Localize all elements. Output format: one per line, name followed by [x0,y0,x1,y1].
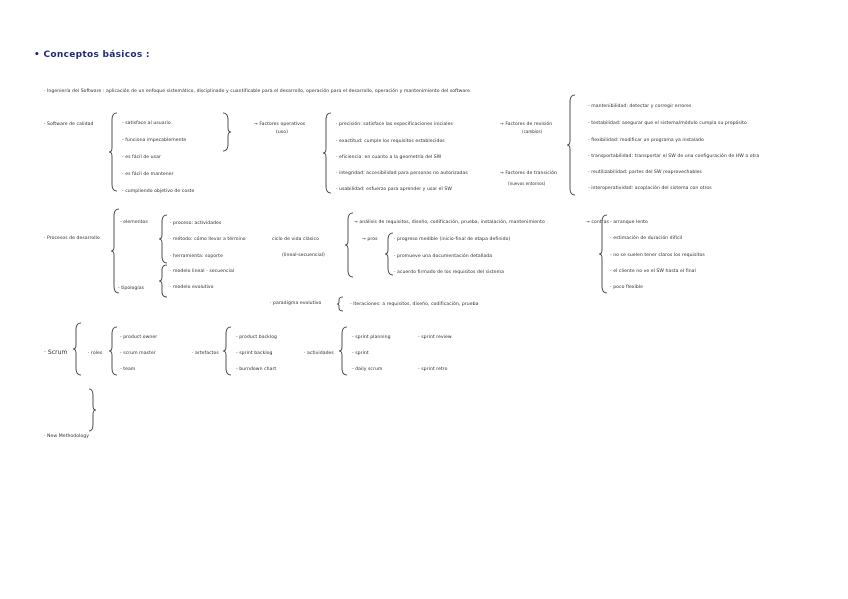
bracket-artefactos [222,326,234,376]
list-item: - es fácil de usar [122,155,161,160]
bracket-contras [598,214,610,294]
list-item: - sprint retro [418,367,448,372]
scrum-actividades: · actividades [304,351,334,356]
list-item: - poco flexible [610,285,644,290]
factores-transicion: → Factores de transición [500,171,557,176]
list-item: · precisión: satisface las especificaciones iniciales [336,122,453,127]
list-item: · proceso: actividades [170,221,222,226]
iteraciones: - iteraciones: a requisitos, diseño, codificación, prueba [350,302,479,307]
list-item: - burndown chart [236,367,277,372]
bracket-close-calidad [222,112,234,152]
list-item: · progreso medible (inicio-final de etapa definido) [394,237,511,242]
factores-operativos: → Factores operativos [254,122,306,127]
contras-label: → contras [586,220,609,225]
label-scrum: · Scrum [44,349,68,356]
list-item: - mantenibilidad: detectar y corregir errores [588,104,692,109]
bracket-roles [108,326,120,376]
ciclo-vida-sub: (lineal-secuencial) [282,253,325,258]
factores-revision: → Factores de revisión [500,122,553,127]
list-item: - es fácil de mantener [122,172,174,177]
list-item: · usabilidad: esfuerzo para aprender y usar el SW [336,187,452,192]
list-item: - sprint [352,351,369,356]
label-procesos: · Procesos de desarrollo [44,236,100,241]
list-item: · promueve una documentación detallada [394,254,493,259]
bracket-elementos [158,214,170,264]
list-item: · eficiencia: en cuanto a la geometría del SW [336,155,442,160]
list-item: · integridad: accesibilidad para personas no autorizadas [336,171,468,176]
factores-revision-sub: (cambios) [522,129,543,134]
list-item: · herramienta: soporte [170,254,223,259]
list-item: - product owner [120,335,158,340]
analisis-fases: → análisis de requisitos, diseño, codificación, prueba, instalación, mantenimiento [354,220,545,225]
factores-uso: (uso) [276,130,288,135]
bracket-operativos [322,112,334,194]
definition-ingenieria: · Ingeniería del Software : aplicación de un enfoque sistemático, disciplinado y cuantificable para el desarrollo, operación para el desarrollo, operación y mantenimiento del software. [44,89,472,94]
procesos-elementos: - elementos [120,220,148,225]
list-item: - reutilizabilidad: partes del SW reaprovechables [588,170,702,175]
pros-label: → pros [362,237,378,242]
list-item: - scrum master [120,351,156,356]
list-item: - transportabilidad: transportar el SW de una configuración de HW a otra [588,154,760,159]
factores-transicion-sub: (nuevos entornos) [508,181,546,186]
bracket-tipologias [158,264,170,298]
list-item: - funciona impecablemente [122,138,187,143]
page-title: • Conceptos básicos : [34,50,150,60]
scrum-roles: · roles [88,351,103,356]
procesos-tipologias: - tipologías [118,286,145,291]
list-item: - team [120,367,136,372]
list-item: · método: cómo llevar a término [170,237,246,242]
label-software-calidad: · Software de calidad [44,122,94,127]
list-item: - el cliente no ve el SW hasta el final [610,269,696,274]
list-item: - satisface al usuario [122,121,171,126]
bracket-new-methodology [88,388,98,432]
bracket-otros [566,94,578,196]
list-item: - interoperatividad: acoplación del sistema con otros [588,186,712,191]
list-item: · modelo evolutivo [170,285,214,290]
list-item: · modelo lineal - secuencial [170,269,235,274]
list-item: - estimación de duración difícil [610,236,683,241]
paradigma-evolutivo: · paradigma evolutivo [270,301,322,306]
label-new-methodology: · New Methodology [44,434,90,439]
list-item: · exactitud: cumple los requisitos establecidos [336,139,445,144]
ciclo-vida: ciclo de vida clásico [272,237,319,242]
bracket-calidad [108,112,120,192]
list-item: - sprint planning [352,335,391,340]
bracket-actividades [338,326,350,376]
list-item: - product backlog [236,335,278,340]
list-item: - cumpliendo objetivo de coste [122,189,195,194]
bracket-paradigma [336,296,346,312]
list-item: · acuerdo firmado de los requisitos del sistema [394,270,504,275]
list-item: - daily scrum [352,367,383,372]
list-item: - testabilidad: asegurar que el sistema/módulo cumpla su propósito [588,121,747,126]
list-item: - sprint backlog [236,351,273,356]
list-item: - flexibilidad: modificar un programa ya instalado [588,138,704,143]
list-item: - arranque lento [610,220,648,225]
list-item: - no se suelen tener claros los requisitos [610,253,705,258]
list-item: - sprint review [418,335,452,340]
scrum-artefactos: · artefactos [192,351,219,356]
bracket-scrum [72,322,84,376]
